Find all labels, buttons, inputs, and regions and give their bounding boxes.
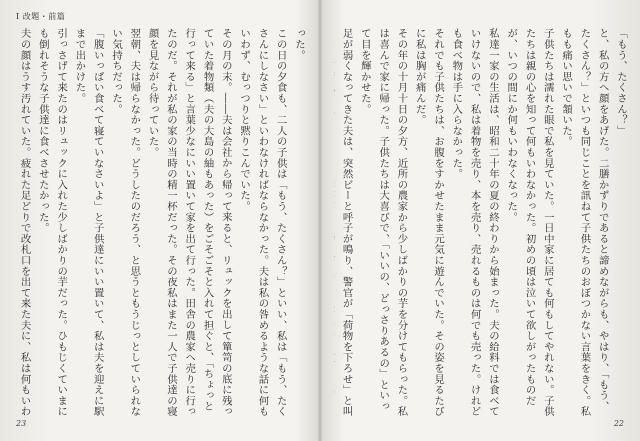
paragraph: その月の末。――夫は会社から帰って来ると、リュックを出して簞笥の底に残っていた着物類（夫の大島の紬もあった）をごそごそと入れて担ぐと、「ちょっと行って来る」と言葉少なにいい置いて家を出て行った。田舎の農家へ売りに行ったのだ。それが私の家の当時の精一杯だった。その夜私はまた一人で子供達の寝顔を見ながら待っていた。 <box>146 28 232 417</box>
paragraph: 夫の顔はうす汚れていた。疲れた足どりで改札口を出て来た夫に、私は何もいわ <box>18 28 31 417</box>
left-page <box>0 0 318 441</box>
paragraph: 引っさげて来たのはリュックに入れた少しばかりの芋だった。ひもじくていまにも倒れそうな子供達に食べさせたかった。 <box>36 28 68 417</box>
right-page-text <box>334 28 630 420</box>
right-page <box>322 0 640 441</box>
running-head: I 改題・前篇 <box>16 12 66 21</box>
page-number-right: 22 <box>613 419 624 428</box>
paragraph: 私達一家の生活は、昭和二十年の夏の終わりから始まった。夫の給料では食べていけないので、私は着物を売り、本を売り、売れるものは何でも売った。けれども食べ物は手に入らなかった。 <box>450 28 499 417</box>
paragraph: った。 <box>293 28 305 61</box>
paragraph: 翌朝、夫は帰らなかった。どうしたのだろう、と思うともうじっとしていられない気持ちだった。 <box>110 28 141 417</box>
paragraph: それでも子供たちは、お腹をすかせたまま元気に遊んでいた。その姿を見るたびに私は胸が痛んだ。 <box>413 28 445 417</box>
paragraph: 「腹いっぱい食べて寝ていなさいよ」と子供達にいい置いて、私は夫を迎えに駅まで出かけた。 <box>73 28 104 417</box>
page-number-left: 23 <box>16 419 27 428</box>
paragraph: その年の十月十日の夕方、近所の農家から少しばかりの芋を分けてもらった。私は喜んで家に帰った。子供たちは大喜びで、「いいの、どっさりあるの」といって目を輝かせた。 <box>358 28 408 417</box>
paragraph: と、私の方へ顔をあげた。二膳かずりであると諦めながらも、やはり、「もう、たくさん？」といつも同じことを訊ねて子供たちのおぼつかない言葉をきく。私もも痛い思いで頷いた。 <box>560 28 609 417</box>
paragraph: 足が弱くなってきた夫は、突然ビーと呼子が鳴り、警官が「荷物を下ろせ」と叫 <box>340 28 353 417</box>
left-page-text <box>18 28 308 420</box>
paragraph: 子供たちは濡れた眼で私を見ていた。一日中家に居ても何もしてやれない。子供たちは親の心を知って何もいわなかった。初めの頃は泣いて欲しがったものだが、いつの間にか何もいわなくなった。 <box>505 28 554 417</box>
paragraph: 「もう、たくさん？」 <box>615 28 627 136</box>
paragraph: この日の夕食も、二人の子供は「もう、たくさん？」といい、私は「もう、たくさんにしなさい」といわなければならなかった。夫は私の咎めるような話に何もいわず、むっつりと黙りこんでいた。 <box>238 28 287 417</box>
